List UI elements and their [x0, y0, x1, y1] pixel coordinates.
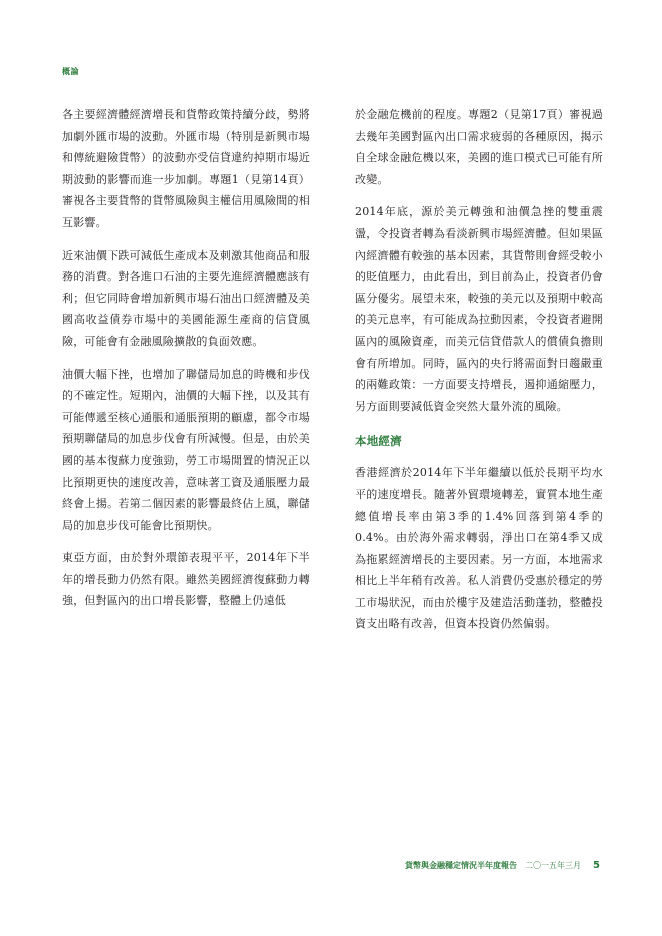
paragraph: 各主要經濟體經濟增長和貨幣政策持續分歧，勢將加劇外匯市場的波動。外匯市場（特別是新興市場和傳統避險貨幣）的波動亦受信貸違約掉期市場近期波動的影響而進一步加劇。專題1（見第14頁）審視各主要貨幣的貨幣風險與主權信用風險間的相互影響。: [62, 108, 310, 229]
page-number: 5: [593, 860, 600, 871]
paragraph: 於金融危機前的程度。專題2（見第17頁）審視過去幾年美國對區內出口需求疲弱的各種原因，揭示自全球金融危機以來，美國的進口模式已可能有所改變。: [355, 108, 603, 186]
publication-date: 二〇一五年三月: [525, 861, 582, 870]
section-heading: 本地經濟: [355, 434, 402, 449]
section-label: 概論: [62, 67, 79, 76]
paragraph: 近來油價下跌可減低生產成本及刺激其他商品和服務的消費。對各進口石油的主要先進經濟體應該有利；但它同時會增加新興市場石油出口經濟體及美國高收益債券市場中的美國能源生產商的信貸風險，可能會有金融風險擴散的負面效應。: [62, 248, 310, 348]
page-footer: [405, 860, 600, 871]
left-column: [62, 104, 310, 623]
paragraph: 油價大幅下挫，也增加了聯儲局加息的時機和步伐的不確定性。短期內，油價的大幅下挫，以及其有可能傳遞至核心通脹和通脹預期的顧慮，都令市場預期聯儲局的加息步伐會有所減慢。但是，由於美國的基本復蘇力度強勁，勞工市場閒置的情況正以比預期更快的速度改善，意味著工資及通脹壓力最終會上揚。若第二個因素的影響最終佔上風，聯儲局的加息步伐可能會比預期快。: [62, 367, 310, 532]
right-column: [355, 104, 603, 646]
paragraph: 2014年底，源於美元轉強和油價急挫的雙重震盪，令投資者轉為看淡新興市場經濟體。但如果區內經濟體有較強的基本因素，其貨幣則會經受較小的貶值壓力，由此看出，到目前為止，投資者仍會區分優劣。展望未來，較強的美元以及預期中較高的美元息率，有可能成為拉動因素，令投資者避開區內的風險資產，而美元信貸借款人的償債負擔則會有所增加。同時，區內的央行將需面對日趨嚴重的兩難政策：一方面要支持增長，遏抑通縮壓力，另方面則要減低資金突然大量外流的風險。: [355, 205, 603, 413]
publication-title: 貨幣與金融穩定情況半年度報告: [405, 861, 518, 870]
paragraph: 東亞方面，由於對外環節表現平平，2014年下半年的增長動力仍然有限。雖然美國經濟復蘇動力轉強，但對區內的出口增長影響，整體上仍遠低: [62, 551, 310, 608]
paragraph: 香港經濟於2014年下半年繼續以低於長期平均水平的速度增長。隨著外貿環境轉差，實質本地生產總值增長率由第3季的1.4%回落到第4季的0.4%。由於海外需求轉弱，淨出口在第4季又成為拖累經濟增長的主要因素。另一方面，本地需求相比上半年稍有改善。私人消費仍受惠於穩定的勞工市場狀況，而由於樓宇及建造活動蓬勃，整體投資支出略有改善，但資本投資仍然偏弱。: [355, 466, 603, 631]
